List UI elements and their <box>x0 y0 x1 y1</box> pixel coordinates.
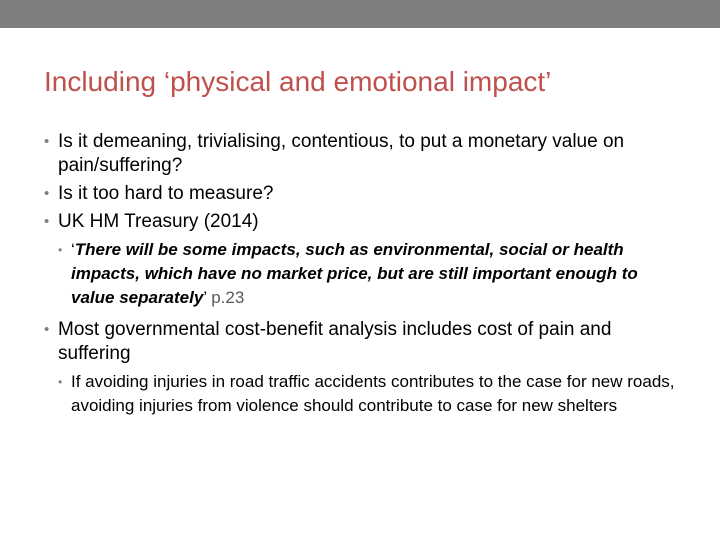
bullet-text: UK HM Treasury (2014) <box>58 211 259 232</box>
bullet-icon: • <box>58 375 63 389</box>
sub-bullet-item <box>58 370 684 418</box>
slide-body <box>44 130 684 422</box>
bullet-icon: • <box>44 185 50 202</box>
bullet-text: If avoiding injuries in road traffic accidents contributes to the case for new roads, avoiding injuries from violence should contribute to case for new shelters <box>71 372 675 415</box>
bullet-item <box>44 210 684 234</box>
bullet-icon: • <box>58 243 63 257</box>
bullet-icon: • <box>44 133 50 150</box>
quote-open-mark: ‘ <box>71 240 75 259</box>
treasury-quote: There will be some impacts, such as environmental, social or health impacts, which have no market price, but are still important enough to value separately <box>71 240 638 307</box>
bullet-icon: • <box>44 321 50 338</box>
quote-close-mark: ’ <box>203 288 207 307</box>
top-bar <box>0 0 720 28</box>
slide-title: Including ‘physical and emotional impact’ <box>44 66 552 97</box>
bullet-item <box>44 318 684 366</box>
bullet-icon: • <box>44 213 50 230</box>
bullet-text: Is it demeaning, trivialising, contentious, to put a monetary value on pain/suffering? <box>58 131 625 176</box>
bullet-text: Most governmental cost-benefit analysis includes cost of pain and suffering <box>58 319 612 364</box>
bullet-item <box>44 130 684 178</box>
bullet-item <box>44 182 684 206</box>
sub-bullet-item <box>58 238 684 310</box>
bullet-text: Is it too hard to measure? <box>58 183 274 204</box>
page-reference: p.23 <box>211 288 245 307</box>
